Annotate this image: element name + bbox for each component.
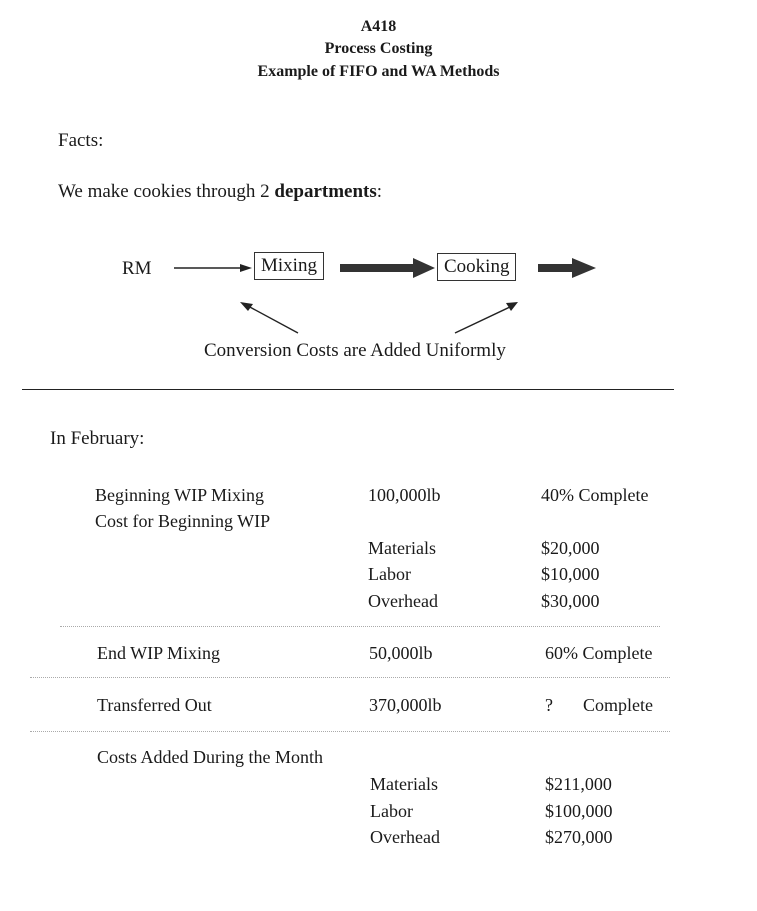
mixing-to-cooking-arrow — [340, 264, 417, 272]
added-cost-amount: $211,000 — [545, 774, 612, 794]
end-wip-qty: 50,000lb — [369, 643, 433, 663]
beginning-cost-name: Labor — [368, 564, 411, 584]
beginning-cost-amount: $20,000 — [541, 538, 600, 558]
added-cost-amount: $100,000 — [545, 801, 613, 821]
added-cost-name: Materials — [370, 774, 438, 794]
note-arrow-left — [248, 306, 298, 333]
cooking-output-arrow — [538, 264, 576, 272]
facts-label: Facts: — [58, 130, 104, 151]
transferred-completion: Complete — [583, 695, 653, 715]
note-arrow-right — [455, 306, 512, 333]
row-separator — [30, 731, 670, 732]
beginning-cost-amount: $30,000 — [541, 591, 600, 611]
cooking-output-arrowhead — [572, 258, 596, 278]
note-arrowhead-left — [240, 302, 253, 311]
month-label: In February: — [50, 428, 145, 449]
end-wip-label: End WIP Mixing — [97, 643, 221, 663]
beginning-wip-qty: 100,000lb — [368, 485, 441, 505]
section-divider — [22, 389, 674, 390]
added-cost-amount: $270,000 — [545, 827, 613, 847]
mixing-cooking-arrowhead — [413, 258, 435, 278]
end-wip-completion: 60% Complete — [545, 643, 653, 663]
added-costs-label: Costs Added During the Month — [97, 747, 324, 767]
beginning-cost-label: Cost for Beginning WIP — [95, 511, 271, 531]
intro-bold: departments — [274, 181, 377, 202]
added-cost-name: Overhead — [370, 827, 440, 847]
transferred-qty: 370,000lb — [369, 695, 442, 715]
beginning-cost-name: Materials — [368, 538, 436, 558]
cooking-box: Cooking — [437, 253, 516, 281]
row-separator — [60, 626, 660, 627]
beginning-wip-label: Beginning WIP Mixing — [95, 485, 265, 505]
row-separator — [30, 677, 670, 678]
transferred-mark: ? — [545, 695, 553, 715]
beginning-cost-amount: $10,000 — [541, 564, 600, 584]
intro-end: : — [376, 181, 383, 202]
document-subtitle: Example of FIFO and WA Methods — [257, 63, 500, 80]
intro-text: We make cookies through 2 — [58, 181, 275, 202]
document-code: A418 — [360, 18, 397, 35]
beginning-wip-completion: 40% Complete — [541, 485, 649, 505]
note-arrowhead-right — [506, 302, 518, 311]
added-cost-name: Labor — [370, 801, 413, 821]
transferred-label: Transferred Out — [97, 695, 212, 715]
conversion-note: Conversion Costs are Added Uniformly — [204, 340, 506, 361]
rm-arrowhead — [240, 264, 252, 272]
beginning-cost-name: Overhead — [368, 591, 438, 611]
rm-label: RM — [122, 258, 152, 279]
mixing-box: Mixing — [254, 252, 324, 280]
document-title: Process Costing — [324, 40, 433, 57]
